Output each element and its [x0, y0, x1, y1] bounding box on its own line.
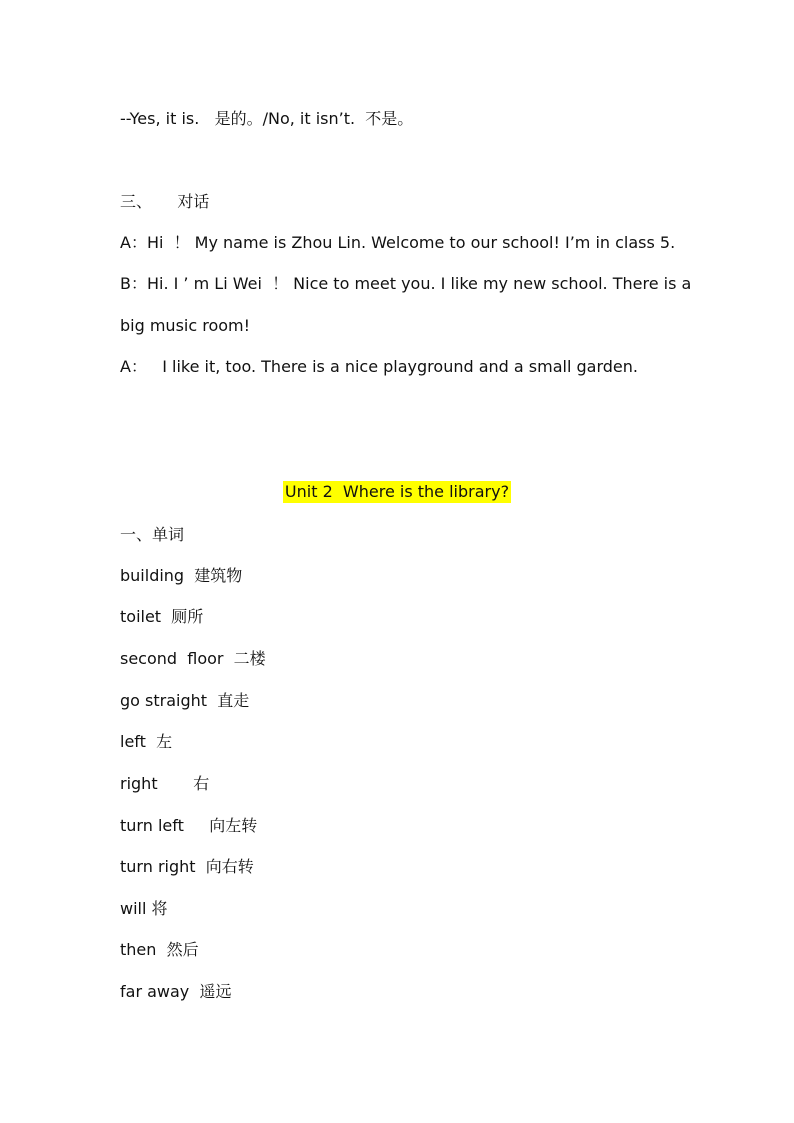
vocab-heading: 一、单词 [120, 525, 185, 544]
vocab-item: go straight 直走 [120, 691, 250, 710]
vocab-item: will 将 [120, 899, 168, 918]
vocab-item: left 左 [120, 732, 173, 751]
unit-title: Unit 2 Where is the library? [284, 482, 510, 501]
answer-line: --Yes, it is. 是的。/No, it isn’t. 不是。 [120, 109, 414, 128]
dialogue-line: B：Hi. I ’ m Li Wei ！ Nice to meet you. I like my new school. There is a [120, 274, 692, 293]
vocab-item: turn left 向左转 [120, 816, 258, 835]
vocab-item: second floor 二楼 [120, 649, 266, 668]
vocab-item: turn right 向右转 [120, 857, 254, 876]
vocab-item: then 然后 [120, 940, 199, 959]
dialogue-line: big music room! [120, 316, 251, 335]
dialogue-line: A：Hi ！ My name is Zhou Lin. Welcome to our school! I’m in class 5. [120, 233, 676, 252]
dialogue-line: A： I like it, too. There is a nice playground and a small garden. [120, 357, 638, 376]
vocab-item: building 建筑物 [120, 566, 243, 585]
vocab-item: far away 遥远 [120, 982, 232, 1001]
dialogue-heading: 三、 对话 [120, 192, 210, 211]
unit-title-container [0, 481, 794, 503]
vocab-item: toilet 厕所 [120, 607, 204, 626]
vocab-item: right 右 [120, 774, 210, 793]
